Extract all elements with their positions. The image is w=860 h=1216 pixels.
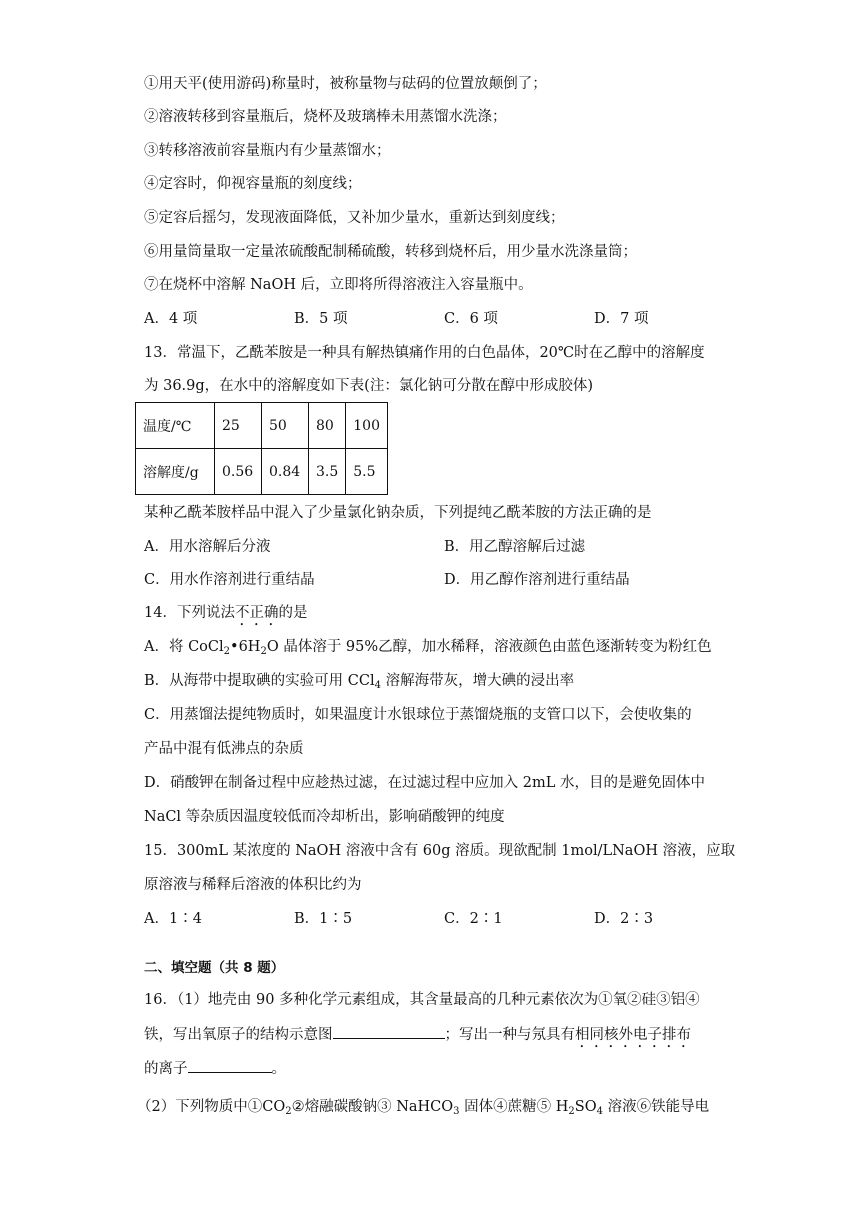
item-2: ②溶液转移到容量瓶后，烧杯及玻璃棒未用蒸馏水洗涤； [144,109,507,125]
item-1: ①用天平(使用游码)称量时，被称量物与砝码的位置放颠倒了； [144,76,547,92]
q12-option-b: B．5 项 [294,311,348,327]
table-cell: 5.5 [346,449,388,495]
q15-option-d: D．2∶3 [594,911,654,927]
table-header-solubility: 溶解度/g [136,449,215,495]
q14-option-c-line2: 产品中混有低沸点的杂质 [144,741,304,757]
q13-option-d: D．用乙醇作溶剂进行重结晶 [444,572,630,588]
q15-option-c: C．2∶1 [444,911,503,927]
q14-option-c-line1: C．用蒸馏法提纯物质时，如果温度计水银球位于蒸馏烧瓶的支管口以下，会使收集的 [144,707,692,723]
q15-stem-line2: 原溶液与稀释后溶液的体积比约为 [144,877,362,893]
table-cell: 100 [346,403,388,449]
q16-line1: 16．（1）地壳由 90 多种化学元素组成，其含量最高的几种元素依次为①氧②硅③铝④ [144,992,700,1008]
table-cell: 25 [215,403,262,449]
emphasis-text: 不正确 [234,605,279,621]
table-cell: 0.84 [262,449,309,495]
table-cell: 3.5 [309,449,346,495]
q13-option-a: A．用水溶解后分液 [144,539,271,555]
answer-blank[interactable] [188,1058,272,1073]
table-row [136,449,388,495]
emphasis-text: 相同核外电子排布 [575,1027,691,1043]
solubility-table [135,402,388,495]
q13-options-row1 [144,537,744,557]
q16-line2: 铁，写出氧原子的结构示意图 ；写出一种与氖具有相同核外电子排布 [144,1024,691,1051]
item-6: ⑥用量筒量取一定量浓硫酸配制稀硫酸，转移到烧杯后，用少量水洗涤量筒； [144,244,637,260]
q13-options-row2 [144,570,744,590]
q12-option-d: D．7 项 [594,311,649,327]
table-header-temperature: 温度/℃ [136,403,215,449]
q12-option-c: C．6 项 [444,311,498,327]
table-cell: 0.56 [215,449,262,495]
q15-option-b: B．1∶5 [294,911,353,927]
q14-stem: 14．下列说法不正确的是 [144,605,308,621]
q15-stem-line1: 15．300mL 某浓度的 NaOH 溶液中含有 60g 溶质。现欲配制 1mol/LNaOH 溶液，应取 [144,843,736,859]
q13-option-c: C．用水作溶剂进行重结晶 [144,572,315,588]
item-3: ③转移溶液前容量瓶内有少量蒸馏水； [144,143,391,159]
q14-option-a: A．将 $CoCl_2•6H_2O$ 晶体溶于 95%乙醇，加水稀释，溶液颜色由蓝色逐渐转变为粉红色 [144,639,712,657]
q15-options [144,909,744,929]
table-cell: 80 [309,403,346,449]
q13-question: 某种乙酰苯胺样品中混入了少量氯化钠杂质，下列提纯乙酰苯胺的方法正确的是 [144,505,652,521]
answer-blank[interactable] [333,1024,445,1039]
table-row [136,403,388,449]
item-4: ④定容时，仰视容量瓶的刻度线； [144,176,362,192]
item-5: ⑤定容后摇匀，发现液面降低，又补加少量水，重新达到刻度线； [144,210,565,226]
q13-stem-line2: 为 36.9g，在水中的溶解度如下表(注：氯化钠可分散在醇中形成胶体) [144,378,593,394]
item-7: ⑦在烧杯中溶解 NaOH 后，立即将所得溶液注入容量瓶中。 [144,277,533,293]
q14-option-b: B．从海带中提取碘的实验可用 CCl$_4$ 溶解海带灰，增大碘的浸出率 [144,673,575,691]
q14-option-d-line1: D．硝酸钾在制备过程中应趁热过滤，在过滤过程中应加入 2mL 水，目的是避免固体中 [144,775,705,791]
q14-option-d-line2: NaCl 等杂质因温度较低而冷却析出，影响硝酸钾的纯度 [144,809,505,825]
q12-option-a: A．4 项 [144,311,198,327]
q16-part2: （2）下列物质中$①CO_2②$熔融碳酸钠③ NaHCO$_3$ 固体④蔗糖⑤ $H_2SO_4$ 溶液⑥铁能导电 [137,1099,710,1117]
q12-options [144,309,744,329]
q15-option-a: A．1∶4 [144,911,202,927]
section-title: 二、填空题（共 8 题） [144,960,285,976]
q16-line3: 的离子 。 [144,1058,286,1079]
q13-option-b: B．用乙醇溶解后过滤 [444,539,586,555]
q13-stem-line1: 13．常温下，乙酰苯胺是一种具有解热镇痛作用的白色晶体，20℃时在乙醇中的溶解度 [144,345,705,361]
table-cell: 50 [262,403,309,449]
